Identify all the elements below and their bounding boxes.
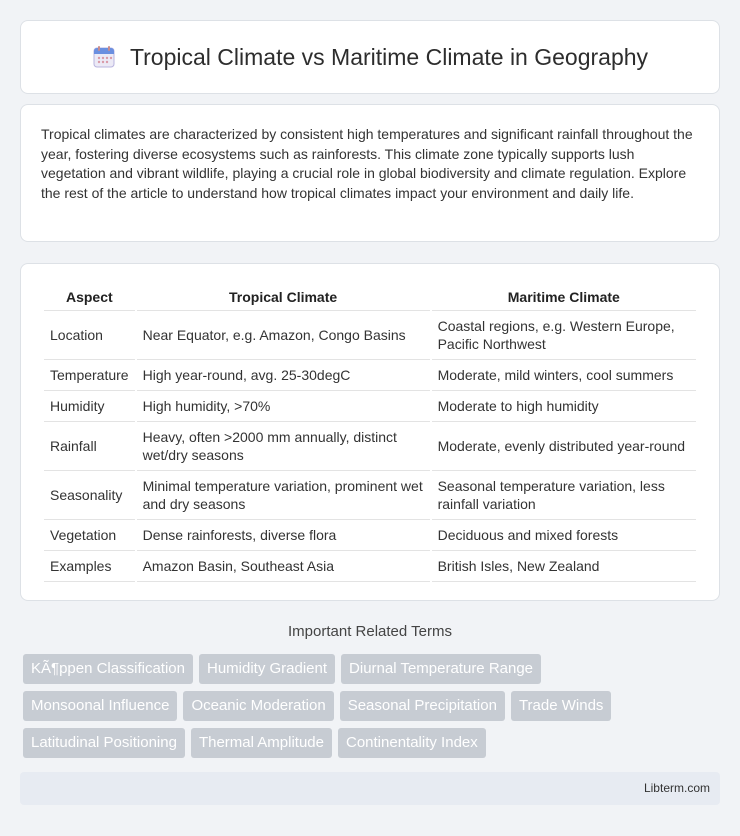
related-terms-list (23, 654, 723, 765)
table-cell: High humidity, >70% (137, 391, 430, 422)
table-cell: Moderate, evenly distributed year-round (432, 422, 696, 471)
table-cell: High year-round, avg. 25-30degC (137, 360, 430, 391)
table-cell: Deciduous and mixed forests (432, 520, 696, 551)
table-cell: Location (44, 311, 135, 360)
tag-oceanic-moderation[interactable]: Oceanic Moderation (183, 691, 333, 721)
footer-site-link[interactable]: Libterm.com (643, 781, 710, 795)
tag-continentality-index[interactable]: Continentality Index (338, 728, 486, 758)
table-cell: Moderate to high humidity (432, 391, 696, 422)
title-card (20, 20, 720, 94)
tag-koppen-classification[interactable]: KÃ¶ppen Classification (23, 654, 193, 684)
table-cell: Seasonality (44, 471, 135, 520)
table-row (44, 551, 696, 582)
tag-trade-winds[interactable]: Trade Winds (511, 691, 611, 721)
tag-row (23, 691, 723, 721)
table-cell: Amazon Basin, Southeast Asia (137, 551, 430, 582)
tag-row (23, 728, 723, 758)
table-row (44, 311, 696, 360)
footer (20, 772, 720, 805)
table-cell: Moderate, mild winters, cool summers (432, 360, 696, 391)
table-cell: Humidity (44, 391, 135, 422)
table-row (44, 471, 696, 520)
comparison-table (42, 284, 698, 582)
table-cell: Coastal regions, e.g. Western Europe, Pacific Northwest (432, 311, 696, 360)
tag-diurnal-temperature-range[interactable]: Diurnal Temperature Range (341, 654, 541, 684)
table-cell: Rainfall (44, 422, 135, 471)
related-terms-title: Important Related Terms (288, 623, 452, 640)
table-cell: Near Equator, e.g. Amazon, Congo Basins (137, 311, 430, 360)
comparison-table-card (20, 263, 720, 601)
header-aspect: Aspect (44, 284, 135, 311)
tag-humidity-gradient[interactable]: Humidity Gradient (199, 654, 335, 684)
table-cell: Seasonal temperature variation, less rainfall variation (432, 471, 696, 520)
table-cell: Examples (44, 551, 135, 582)
table-row (44, 520, 696, 551)
table-row (44, 360, 696, 391)
table-cell: Temperature (44, 360, 135, 391)
table-cell: British Isles, New Zealand (432, 551, 696, 582)
header-tropical: Tropical Climate (137, 284, 430, 311)
page-title: Tropical Climate vs Maritime Climate in Geography (129, 43, 649, 70)
calendar-icon (92, 45, 116, 69)
table-header-row (44, 284, 696, 311)
tag-row (23, 654, 723, 684)
table-row (44, 391, 696, 422)
intro-card (20, 104, 720, 242)
table-cell: Dense rainforests, diverse flora (137, 520, 430, 551)
tag-latitudinal-positioning[interactable]: Latitudinal Positioning (23, 728, 185, 758)
table-cell: Heavy, often >2000 mm annually, distinct wet/dry seasons (137, 422, 430, 471)
header-maritime: Maritime Climate (432, 284, 696, 311)
tag-seasonal-precipitation[interactable]: Seasonal Precipitation (340, 691, 505, 721)
table-cell: Minimal temperature variation, prominent wet and dry seasons (137, 471, 430, 520)
tag-monsoonal-influence[interactable]: Monsoonal Influence (23, 691, 177, 721)
table-row (44, 422, 696, 471)
intro-text: Tropical climates are characterized by consistent high temperatures and significant rainfall throughout the year, fostering diverse ecosystems such as rainforests. This climate zone typically supports lush vegetation and vibrant wildlife, playing a crucial role in global biodiversity and climate regulation. Explore the rest of the article to understand how tropical climates impact your environment and daily life. (41, 126, 693, 201)
table-cell: Vegetation (44, 520, 135, 551)
tag-thermal-amplitude[interactable]: Thermal Amplitude (191, 728, 332, 758)
